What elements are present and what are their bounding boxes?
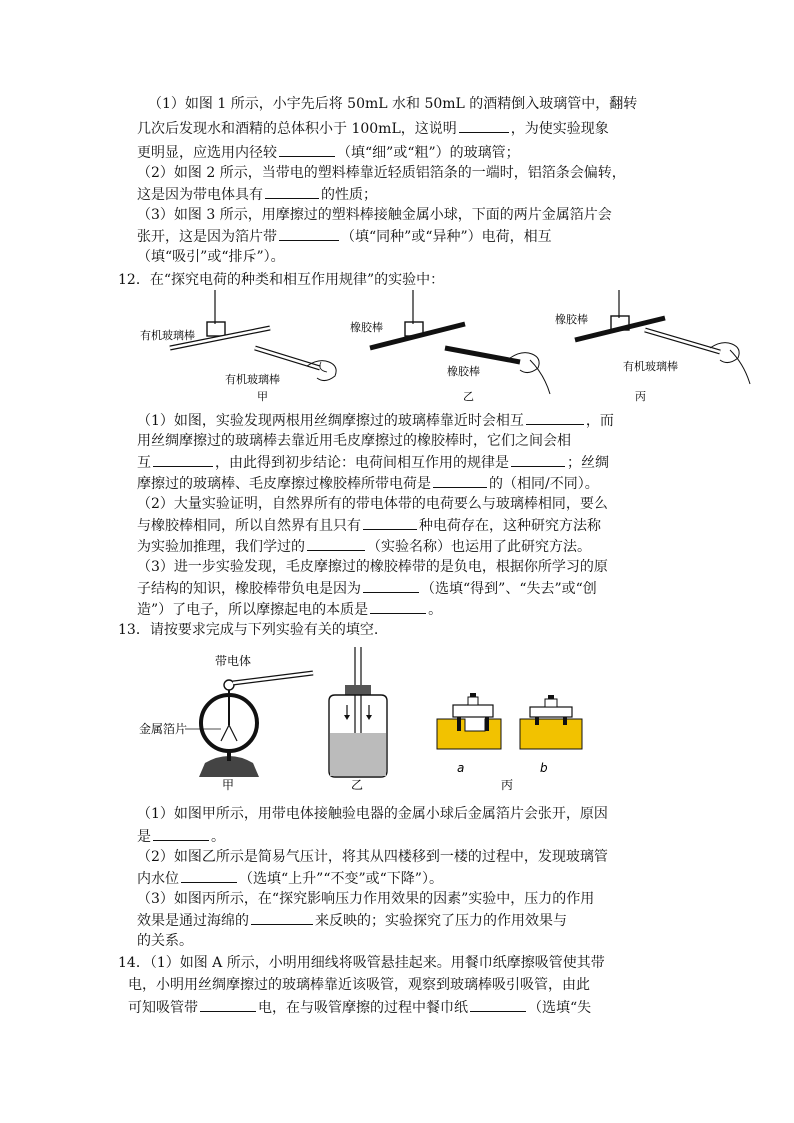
text: 子结构的知识，橡胶棒带负电是因为 bbox=[137, 581, 361, 597]
q11-p3-line2 bbox=[137, 226, 552, 247]
answer-blank[interactable] bbox=[459, 118, 509, 133]
text: （填“同种”或“异种”）电荷，相互 bbox=[341, 229, 552, 245]
q11-p2-line2 bbox=[137, 184, 377, 205]
answer-blank[interactable] bbox=[181, 868, 237, 883]
figure-barometer bbox=[329, 647, 387, 792]
answer-blank[interactable] bbox=[370, 599, 426, 614]
text: 来反映的；实验探究了压力的作用效果与 bbox=[315, 913, 567, 929]
text: （实验名称）也运用了此研究方法。 bbox=[367, 539, 591, 555]
q12-p3-line1: （3）进一步实验发现，毛皮摩擦过的橡胶棒带的是负电，根据你所学习的原 bbox=[137, 559, 608, 575]
q13-p3-line2 bbox=[137, 910, 567, 931]
charged-body-label: 带电体 bbox=[215, 654, 252, 668]
answer-blank[interactable] bbox=[279, 226, 339, 241]
q14-line2: 电，小明用丝绸摩擦过的玻璃棒靠近该吸管，观察到玻璃棒吸引吸管，由此 bbox=[128, 977, 590, 993]
q12-p2-line3 bbox=[137, 536, 591, 557]
figure-yi bbox=[350, 290, 550, 403]
answer-blank[interactable] bbox=[433, 473, 487, 488]
answer-blank[interactable] bbox=[511, 452, 565, 467]
text: 互 bbox=[137, 455, 151, 471]
figure-caption: 乙 bbox=[351, 778, 364, 792]
q12-p1-line2: 用丝绸摩擦过的玻璃棒去靠近用毛皮摩擦过的橡胶棒时，它们之间会相 bbox=[137, 433, 571, 449]
q12-figure bbox=[135, 290, 765, 408]
rod-label: 有机玻璃棒 bbox=[225, 373, 280, 386]
answer-blank[interactable] bbox=[363, 515, 417, 530]
text: 与橡胶棒相同，所以自然界有且只有 bbox=[137, 518, 361, 534]
q12-p1-line3 bbox=[137, 452, 609, 473]
q11-p1-line3 bbox=[137, 142, 520, 163]
q13-p3-line3: 的关系。 bbox=[137, 933, 193, 949]
text: 。 bbox=[428, 602, 443, 618]
q12-p2-line2 bbox=[137, 515, 601, 536]
rod-label: 有机玻璃棒 bbox=[623, 360, 678, 373]
answer-blank[interactable] bbox=[153, 452, 213, 467]
q12-p3-line3 bbox=[137, 599, 442, 620]
answer-blank[interactable] bbox=[200, 997, 256, 1012]
q13-p3-line1: （3）如图丙所示，在“探究影响压力作用效果的因素”实验中，压力的作用 bbox=[137, 891, 595, 907]
text: （选填“失 bbox=[528, 1000, 592, 1016]
text: 。 bbox=[211, 829, 225, 845]
rod-label: 橡胶棒 bbox=[350, 321, 383, 334]
q12-p1-line4 bbox=[137, 473, 599, 494]
q11-p2-line1: （2）如图 2 所示，当带电的塑料棒靠近轻质铝箔条的一端时，铝箔条会偏转， bbox=[137, 165, 626, 181]
text: ，由此得到初步结论：电荷间相互作用的规律是 bbox=[215, 455, 509, 471]
text: 是 bbox=[137, 829, 151, 845]
figure-electroscope bbox=[139, 653, 313, 792]
text: 几次后发现水和酒精的总体积小于 100mL，这说明 bbox=[137, 121, 457, 137]
q13-stem: 13．请按要求完成与下列实验有关的填空. bbox=[118, 622, 379, 638]
q13-p1-line1: （1）如图甲所示，用带电体接触验电器的金属小球后金属箔片会张开，原因 bbox=[137, 806, 608, 822]
q14-line1: 14．（1）如图 A 所示，小明用细线将吸管悬挂起来。用餐巾纸摩擦吸管使其带 bbox=[118, 955, 605, 971]
figure-caption: 甲 bbox=[222, 778, 235, 792]
answer-blank[interactable] bbox=[363, 578, 419, 593]
text: （1）如图，实验发现两根用丝绸摩擦过的玻璃棒靠近时会相互 bbox=[137, 413, 524, 429]
text: 可知吸管带 bbox=[128, 1000, 198, 1016]
metal-foil-label: 金属箔片 bbox=[139, 722, 188, 736]
text: （填“细”或“粗”）的玻璃管； bbox=[337, 145, 520, 161]
answer-blank[interactable] bbox=[307, 536, 365, 551]
q12-stem: 12．在“探究电荷的种类和相互作用规律”的实验中： bbox=[118, 272, 445, 288]
answer-blank[interactable] bbox=[251, 910, 313, 925]
text: 这是因为带电体具有 bbox=[137, 187, 263, 203]
text: 内水位 bbox=[137, 871, 179, 887]
answer-blank[interactable] bbox=[153, 826, 209, 841]
text: ；丝绸 bbox=[567, 455, 609, 471]
figure-jia bbox=[140, 290, 336, 403]
answer-blank[interactable] bbox=[265, 184, 319, 199]
text: 电，在与吸管摩擦的过程中餐巾纸 bbox=[258, 1000, 468, 1016]
text: （选填“上升”“不变”或“下降”）。 bbox=[239, 871, 443, 887]
q11-p3-line1: （3）如图 3 所示，用摩擦过的塑料棒接触金属小球，下面的两片金属箔片会 bbox=[137, 207, 612, 223]
q13-figure bbox=[135, 645, 605, 795]
label-a: a bbox=[457, 761, 465, 775]
text: 摩擦过的玻璃棒、毛皮摩擦过橡胶棒所带电荷是 bbox=[137, 476, 431, 492]
q12-p2-line1: （2）大量实验证明，自然界所有的带电体带的电荷要么与玻璃棒相同，要么 bbox=[137, 496, 608, 512]
text: 效果是通过海绵的 bbox=[137, 913, 249, 929]
q13-p1-line2 bbox=[137, 826, 225, 847]
text: ，而 bbox=[585, 413, 614, 429]
label-b: b bbox=[540, 761, 548, 775]
figure-sponge bbox=[437, 693, 582, 792]
text: ，为使实验现象 bbox=[510, 121, 609, 137]
q12-p3-line2 bbox=[137, 578, 597, 599]
text: 张开，这是因为箔片带 bbox=[137, 229, 277, 245]
q13-p2-line1: （2）如图乙所示是简易气压计，将其从四楼移到一楼的过程中，发现玻璃管 bbox=[137, 849, 608, 865]
answer-blank[interactable] bbox=[279, 142, 335, 157]
q14-line3 bbox=[128, 997, 591, 1018]
answer-blank[interactable] bbox=[470, 997, 526, 1012]
text: 造”）了电子，所以摩擦起电的本质是 bbox=[137, 602, 369, 618]
text: 的（相同/不同）。 bbox=[489, 476, 599, 492]
text: （选填“得到”、“失去”或“创 bbox=[421, 581, 597, 597]
answer-blank[interactable] bbox=[526, 410, 584, 425]
text: 为实验加推理，我们学过的 bbox=[137, 539, 305, 555]
q11-p1-line2 bbox=[137, 118, 609, 139]
q12-p1-line1 bbox=[137, 410, 614, 431]
q11-p1-line1: （1）如图 1 所示，小宇先后将 50mL 水和 50mL 的酒精倒入玻璃管中，翻转 bbox=[148, 96, 638, 112]
q13-p2-line2 bbox=[137, 868, 443, 889]
q11-p3-line3: （填“吸引”或“排斥”）。 bbox=[137, 249, 285, 265]
text: 的性质； bbox=[321, 187, 377, 203]
figure-caption: 甲 bbox=[257, 390, 268, 403]
text: 种电荷存在，这种研究方法称 bbox=[419, 518, 601, 534]
figure-caption: 丙 bbox=[635, 390, 646, 403]
rod-label: 橡胶棒 bbox=[447, 365, 480, 378]
figure-bing bbox=[555, 290, 750, 403]
rod-label: 有机玻璃棒 bbox=[140, 329, 195, 342]
figure-caption: 丙 bbox=[501, 778, 514, 792]
figure-caption: 乙 bbox=[463, 390, 474, 403]
text: 更明显，应选用内径较 bbox=[137, 145, 277, 161]
rod-label: 橡胶棒 bbox=[555, 313, 588, 326]
